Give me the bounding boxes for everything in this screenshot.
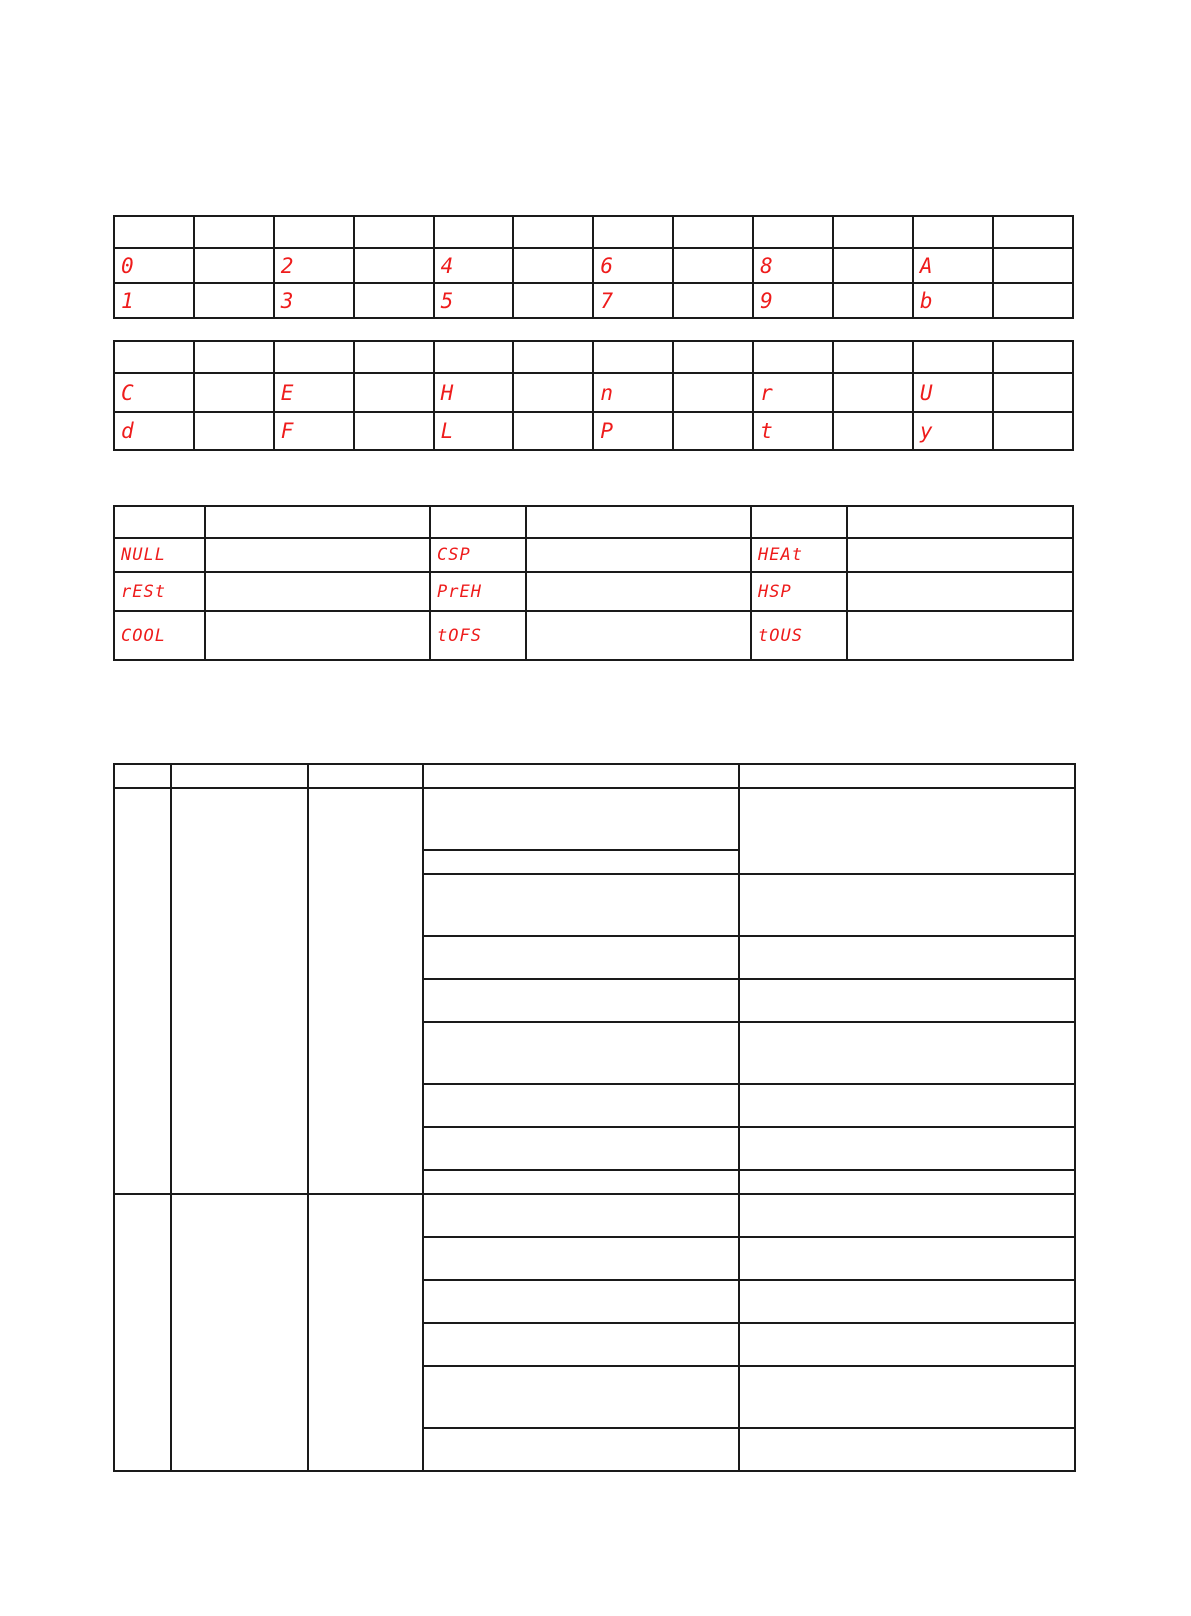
segment-code: tOFS bbox=[437, 625, 482, 646]
table-row bbox=[114, 373, 1073, 412]
segment-char: 3 bbox=[280, 288, 295, 313]
segment-char: C bbox=[121, 380, 135, 405]
segment-char: 6 bbox=[600, 253, 614, 278]
segment-char: r bbox=[760, 380, 774, 405]
table-row bbox=[114, 611, 1073, 660]
table-header-row bbox=[114, 341, 1073, 373]
segment-char: P bbox=[600, 419, 614, 443]
segment-char: n bbox=[600, 380, 614, 405]
table-row bbox=[114, 1194, 1075, 1237]
segment-code: NULL bbox=[121, 545, 166, 565]
segment-char: b bbox=[919, 288, 934, 313]
table-row bbox=[114, 572, 1073, 611]
table-row bbox=[114, 788, 1075, 850]
segment-char: d bbox=[121, 419, 135, 443]
segment-char: 5 bbox=[440, 288, 455, 313]
group-cell bbox=[308, 1194, 423, 1471]
segment-code: CSP bbox=[437, 545, 471, 565]
table-row bbox=[114, 283, 1073, 318]
segment-char: 0 bbox=[121, 253, 135, 278]
segment-code: tOUS bbox=[758, 625, 803, 646]
table-row bbox=[114, 248, 1073, 283]
segment-char: 8 bbox=[760, 253, 774, 278]
table-row bbox=[114, 538, 1073, 572]
segment-char: E bbox=[280, 380, 295, 405]
group-cell bbox=[114, 788, 171, 1194]
segment-char: L bbox=[440, 419, 455, 443]
group-cell bbox=[171, 788, 308, 1194]
seven-segment-table-digits bbox=[113, 215, 1074, 319]
table-header-row bbox=[114, 764, 1075, 788]
table-row bbox=[114, 412, 1073, 450]
segment-code: HSP bbox=[758, 581, 792, 602]
segment-char: y bbox=[919, 419, 934, 443]
display-code-table bbox=[113, 505, 1074, 661]
segment-code: PrEH bbox=[437, 581, 482, 602]
table-header-row bbox=[114, 216, 1073, 248]
group-cell bbox=[114, 1194, 171, 1471]
group-cell bbox=[308, 788, 423, 1194]
segment-char: F bbox=[280, 419, 295, 443]
segment-char: H bbox=[440, 380, 455, 405]
segment-code: rESt bbox=[121, 581, 166, 602]
segment-code: HEAt bbox=[758, 545, 803, 565]
parameter-table bbox=[113, 763, 1076, 1472]
segment-char: A bbox=[919, 253, 934, 278]
segment-char: 7 bbox=[600, 288, 614, 313]
segment-char: 2 bbox=[280, 253, 295, 278]
table-header-row bbox=[114, 506, 1073, 538]
segment-code: COOL bbox=[121, 625, 166, 646]
segment-char: t bbox=[760, 419, 774, 443]
merged-cell bbox=[739, 788, 1075, 874]
segment-char: 1 bbox=[121, 288, 135, 313]
group-cell bbox=[171, 1194, 308, 1471]
segment-char: 9 bbox=[760, 288, 774, 313]
segment-char: U bbox=[919, 380, 934, 405]
seven-segment-table-letters bbox=[113, 340, 1074, 451]
segment-char: 4 bbox=[440, 253, 455, 278]
